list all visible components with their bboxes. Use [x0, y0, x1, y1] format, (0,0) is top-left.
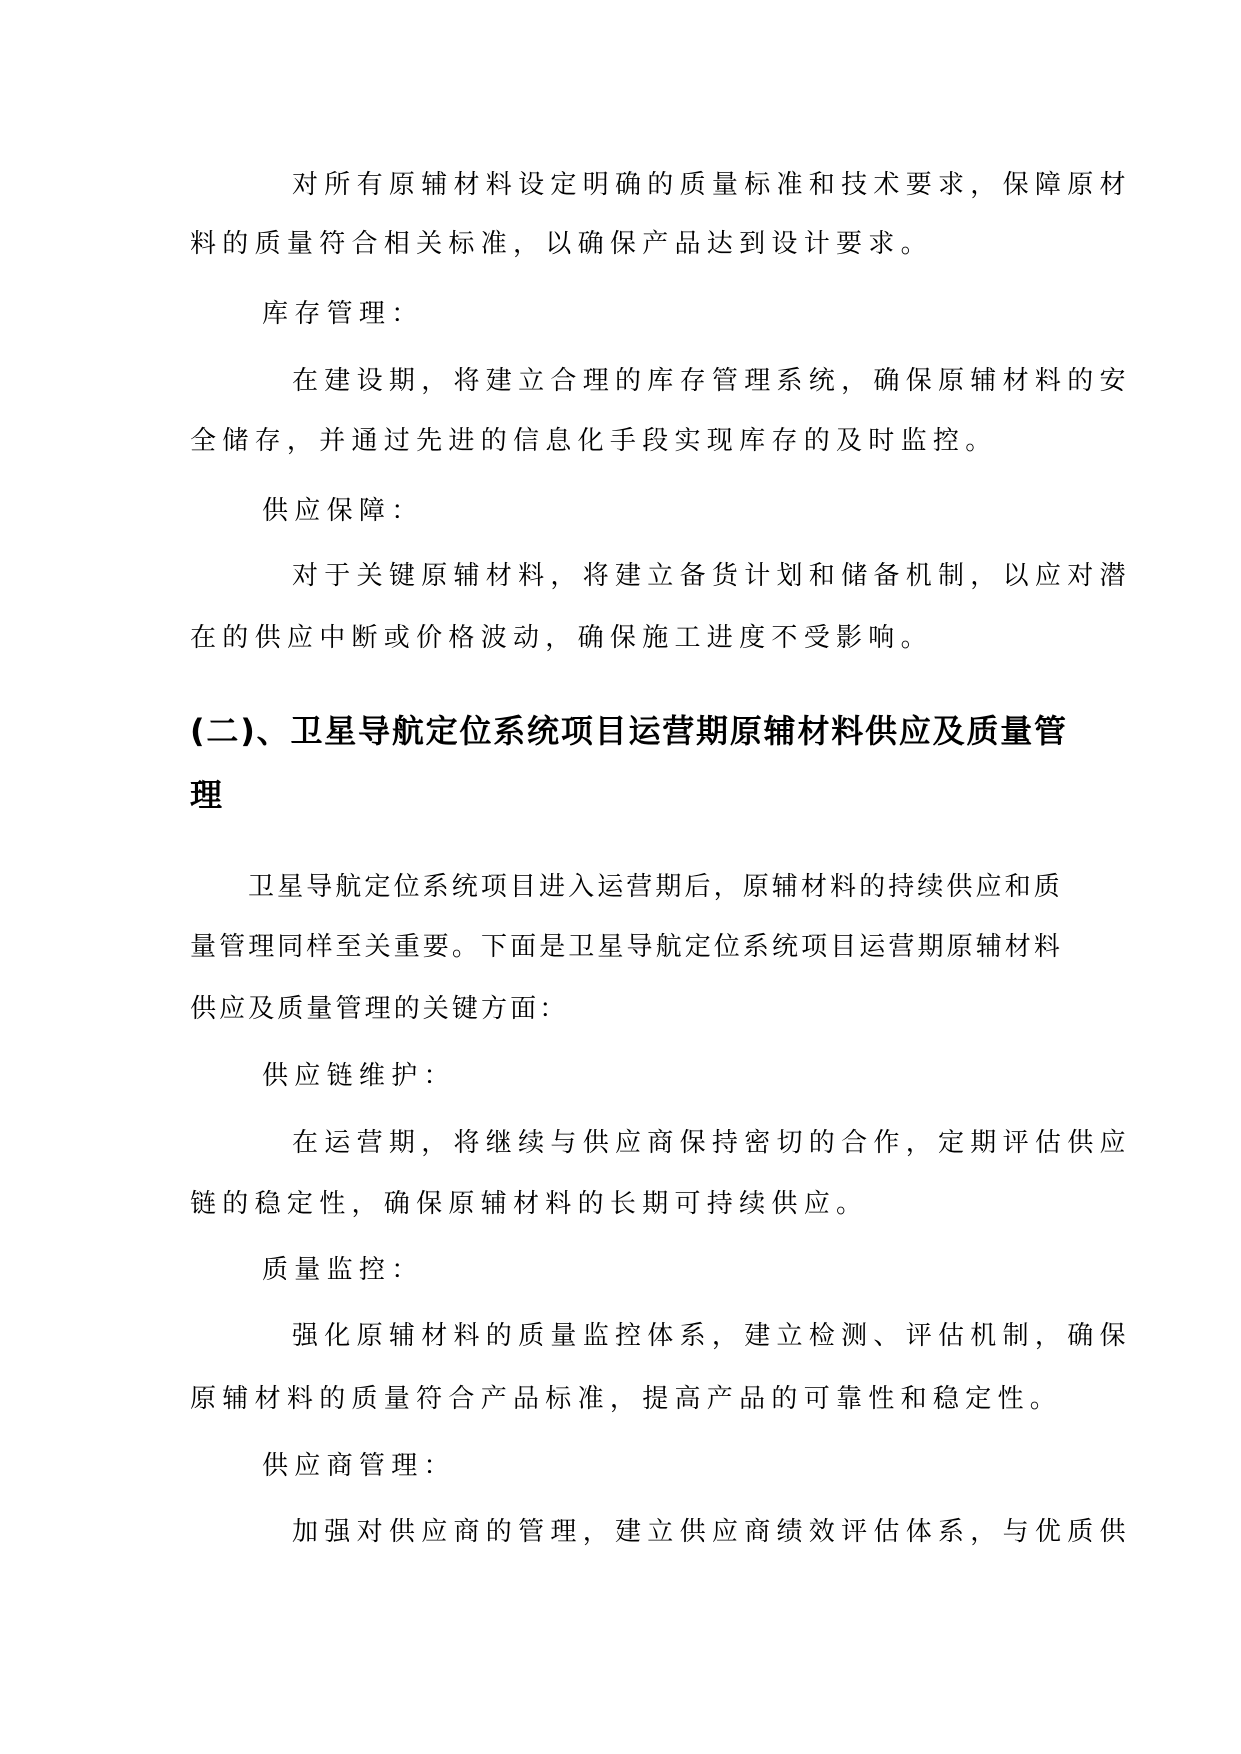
body-paragraph-line: 对所有原辅材料设定明确的质量标准和技术要求，保障原材 [292, 170, 1132, 200]
body-paragraph-line: 在的供应中断或价格波动，确保施工进度不受影响。 [190, 623, 933, 653]
body-paragraph-line: 全储存，并通过先进的信息化手段实现库存的及时监控。 [190, 426, 998, 456]
subsection-label: 库存管理： [262, 299, 424, 329]
body-paragraph-line: 链的稳定性，确保原辅材料的长期可持续供应。 [190, 1189, 869, 1219]
body-paragraph-line: 在建设期，将建立合理的库存管理系统，确保原辅材料的安 [292, 366, 1132, 396]
subsection-label: 供应链维护： [262, 1061, 456, 1091]
body-paragraph-line: 原辅材料的质量符合产品标准，提高产品的可靠性和稳定性。 [190, 1384, 1063, 1414]
body-paragraph-line: 对于关键原辅材料，将建立备货计划和储备机制，以应对潜 [292, 561, 1132, 591]
section-heading: 理 [190, 776, 224, 814]
subsection-label: 供应商管理： [262, 1451, 456, 1481]
body-paragraph-line: 在运营期，将继续与供应商保持密切的合作，定期评估供应 [292, 1128, 1132, 1158]
section-heading: (二)、卫星导航定位系统项目运营期原辅材料供应及质量管 [190, 712, 1068, 750]
subsection-label: 供应保障： [262, 496, 424, 526]
body-paragraph-line: 供应及质量管理的关键方面： [190, 994, 569, 1024]
body-paragraph-line: 料的质量符合相关标准，以确保产品达到设计要求。 [190, 229, 933, 259]
subsection-label: 质量监控： [262, 1255, 424, 1285]
body-paragraph-line: 强化原辅材料的质量监控体系，建立检测、评估机制，确保 [292, 1321, 1132, 1351]
body-paragraph-line: 卫星导航定位系统项目进入运营期后，原辅材料的持续供应和质 [248, 872, 1063, 902]
body-paragraph-line: 量管理同样至关重要。下面是卫星导航定位系统项目运营期原辅材料 [190, 932, 1064, 962]
body-paragraph-line: 加强对供应商的管理，建立供应商绩效评估体系，与优质供 [292, 1517, 1132, 1547]
